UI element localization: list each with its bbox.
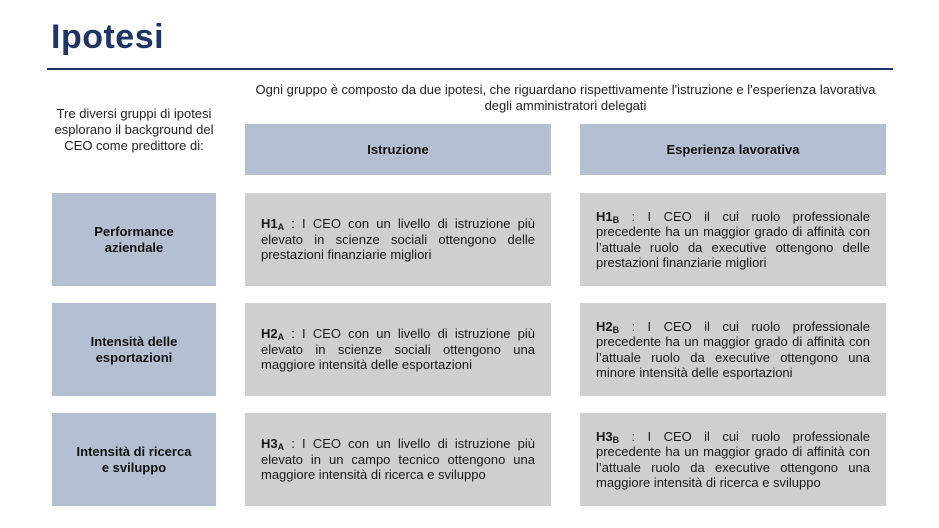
title-divider bbox=[47, 68, 893, 70]
page-title: Ipotesi bbox=[51, 18, 165, 56]
hypothesis-id: $H1_B$ bbox=[596, 208, 620, 225]
hypothesis-id: $H1_A$ bbox=[261, 216, 285, 233]
row-label-ricerca-sviluppo: Intensità di ricerca e sviluppo bbox=[52, 413, 216, 506]
hypothesis-h2a bbox=[245, 303, 551, 396]
column-header-esperienza: Esperienza lavorativa bbox=[580, 124, 886, 175]
hypothesis-h3b bbox=[580, 413, 886, 506]
hypothesis-text: : I CEO il cui ruolo professionale precedente ha un maggior grado di affinità con l’attuale ruolo da executive ottengono delle prestazioni finanziarie migliori bbox=[596, 208, 870, 270]
hypothesis-text: : I CEO con un livello di istruzione più elevato in scienze sociali ottengono delle prestazioni finanziarie migliori bbox=[261, 216, 535, 263]
row-label-esportazioni: Intensità delle esportazioni bbox=[52, 303, 216, 396]
hypothesis-text: : I CEO il cui ruolo professionale precedente ha un maggior grado di affinità con l’attuale ruolo da executive ottengono una minore intensità delle esportazioni bbox=[596, 318, 870, 380]
hypothesis-h3a bbox=[245, 413, 551, 506]
hypothesis-id: $H3_A$ bbox=[261, 436, 285, 453]
hypothesis-id: $H2_A$ bbox=[261, 326, 285, 343]
hypothesis-text: : I CEO il cui ruolo professionale precedente ha un maggior grado di affinità con l’attuale ruolo da executive ottengono una maggiore intensità di ricerca e sviluppo bbox=[596, 428, 870, 490]
hypothesis-text: : I CEO con un livello di istruzione più elevato in scienze sociali ottengono una maggiore intensità delle esportazioni bbox=[261, 326, 535, 373]
hypothesis-id: $H3_B$ bbox=[596, 428, 620, 445]
hypothesis-text: : I CEO con un livello di istruzione più elevato in un campo tecnico ottengono una maggiore intensità di ricerca e sviluppo bbox=[261, 436, 535, 483]
column-header-istruzione: Istruzione bbox=[245, 124, 551, 175]
hypothesis-id: $H2_B$ bbox=[596, 318, 620, 335]
top-caption: Ogni gruppo è composto da due ipotesi, che riguardano rispettivamente l'istruzione e l'esperienza lavorativa degli amministratori delegati bbox=[255, 82, 876, 113]
row-label-performance: Performance aziendale bbox=[52, 193, 216, 286]
hypothesis-h2b bbox=[580, 303, 886, 396]
hypothesis-h1b bbox=[580, 193, 886, 286]
left-caption: Tre diversi gruppi di ipotesi esplorano il background del CEO come predittore di: bbox=[54, 106, 214, 153]
hypothesis-h1a bbox=[245, 193, 551, 286]
